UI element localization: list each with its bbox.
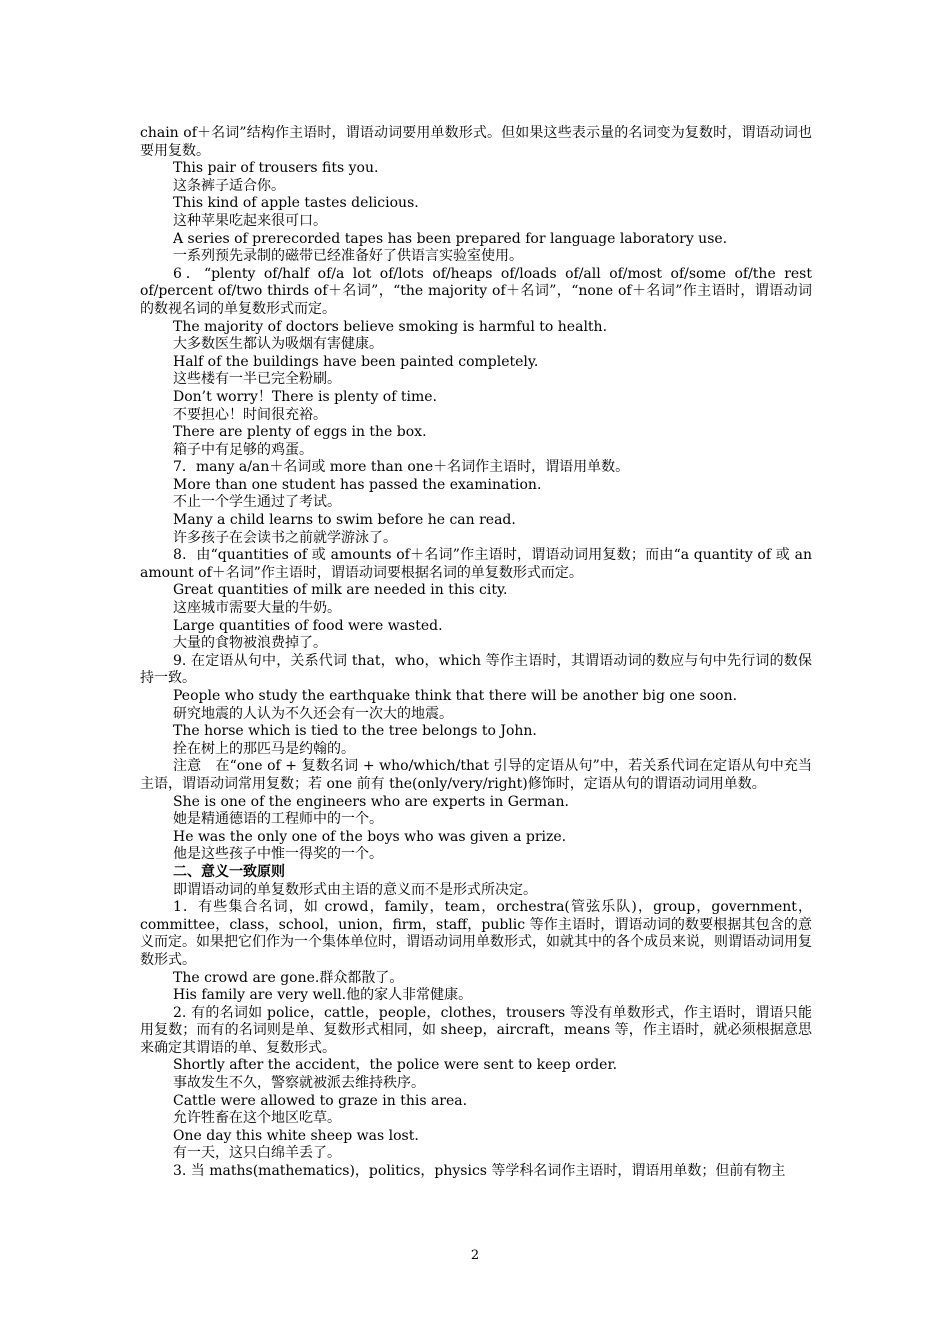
text-line: 6．“plenty of/half of/a lot of/lots of/heaps of/loads of/all of/most of/some of/the rest of/percent of/two thirds of＋名词”，“the majority of＋名词”，“none of＋名词”作主语时，谓语动词的数视名词的单复数形式而定。: [140, 265, 812, 317]
text-line: 不止一个学生通过了考试。: [173, 494, 341, 511]
text-line: 即谓语动词的单复数形式由主语的意义而不是形式所决定。: [173, 881, 537, 898]
text-line: 这条裤子适合你。: [173, 177, 285, 194]
text-line: His family are very well.他的家人非常健康。: [173, 987, 473, 1004]
text-line: A series of prerecorded tapes has been prepared for language laboratory use.: [173, 230, 728, 247]
note-paragraph: 注意 在“one of + 复数名词 + who/which/that 引导的定语从句”中，若关系代词在定语从句中充当主语，谓语动词常用复数；若 one 前有 the(only/very/right)修饰时，定语从句的谓语动词用单数。: [140, 758, 812, 792]
document-body: [140, 125, 812, 1181]
text-line: 研究地震的人认为不久还会有一次大的地震。: [173, 705, 453, 722]
text-line: 1．有些集合名词，如 crowd，family，team，orchestra(管弦乐队)，group，government，committee，class，school，union，firm，staff，public 等作主语时，谓语动词的数要根据其包含的意义而定。如果把它们作为一个集体单位时，谓语动词用单数形式，如就其中的各个成员来说，则谓语动词用复数形式。: [140, 899, 812, 968]
text-line: Large quantities of food were wasted.: [173, 617, 443, 634]
text-line: 事故发生不久，警察就被派去维持秩序。: [173, 1075, 425, 1092]
text-line: 7．many a/an＋名词或 more than one＋名词作主语时，谓语用单数。: [173, 459, 630, 476]
text-line: 2. 有的名词如 police，cattle，people，clothes，trousers 等没有单数形式，作主语时，谓语只能用复数；而有的名词则是单、复数形式相同，如 sheep，aircraft，means 等，作主语时，就必须根据意思来确定其谓语的单、复数形式。: [140, 1004, 812, 1056]
text-line: 8．由“quantities of 或 amounts of＋名词”作主语时，谓语动词用复数；而由“a quantity of 或 an amount of＋名词”作主语时，谓语动词要根据名词的单复数形式而定。: [140, 547, 812, 581]
text-line: 一系列预先录制的磁带已经准备好了供语言实验室使用。: [173, 248, 523, 265]
text-line: One day this white sheep was lost.: [173, 1127, 419, 1144]
text-line: There are plenty of eggs in the box.: [173, 424, 427, 441]
text-line: chain of＋名词”结构作主语时，谓语动词要用单数形式。但如果这些表示量的名词变为复数时，谓语动词也要用复数。: [140, 125, 812, 159]
text-line: 3. 当 maths(mathematics)，politics，physics 等学科名词作主语时，谓语用单数；但前有物主: [173, 1163, 786, 1180]
text-line: Half of the buildings have been painted completely.: [173, 353, 539, 370]
text-line: More than one student has passed the examination.: [173, 476, 542, 493]
text-line: 这些楼有一半已完全粉刷。: [173, 371, 341, 388]
text-line: 大量的食物被浪费掉了。: [173, 635, 327, 652]
section-heading: 二、意义一致原则: [173, 863, 285, 880]
text-line: 拴在树上的那匹马是约翰的。: [173, 740, 355, 757]
text-line: Great quantities of milk are needed in this city.: [173, 582, 508, 599]
text-line: 大多数医生都认为吸烟有害健康。: [173, 336, 383, 353]
text-line: The crowd are gone.群众都散了。: [173, 969, 404, 986]
text-line: He was the only one of the boys who was given a prize.: [173, 828, 567, 845]
text-line: The majority of doctors believe smoking is harmful to health.: [173, 318, 608, 335]
text-line: This kind of apple tastes delicious.: [173, 195, 419, 212]
text-line: This pair of trousers fits you.: [173, 160, 379, 177]
text-line: 这座城市需要大量的牛奶。: [173, 600, 341, 617]
text-line: The horse which is tied to the tree belongs to John.: [173, 723, 537, 740]
text-line: 这种苹果吃起来很可口。: [173, 212, 327, 229]
text-line: People who study the earthquake think that there will be another big one soon.: [173, 688, 738, 704]
text-line: 允许牲畜在这个地区吃草。: [173, 1110, 341, 1127]
text-line: 许多孩子在会读书之前就学游泳了。: [173, 529, 397, 546]
text-line: 箱子中有足够的鸡蛋。: [173, 441, 313, 458]
text-line: She is one of the engineers who are experts in German.: [173, 793, 569, 810]
text-line: Cattle were allowed to graze in this area.: [173, 1092, 468, 1109]
text-line: Many a child learns to swim before he can read.: [173, 512, 516, 529]
text-line: Don’t worry！There is plenty of time.: [173, 388, 437, 405]
text-line: 9. 在定语从句中，关系代词 that，who，which 等作主语时，其谓语动词的数应与句中先行词的数保持一致。: [140, 652, 812, 687]
page-number: 2: [470, 1248, 480, 1263]
text-line: 她是精通德语的工程师中的一个。: [173, 811, 383, 828]
text-line: 有一天，这只白绵羊丢了。: [173, 1145, 341, 1162]
text-line: Shortly after the accident，the police were sent to keep order.: [173, 1057, 618, 1074]
text-line: 不要担心！时间很充裕。: [173, 406, 327, 423]
text-line: 他是这些孩子中惟一得奖的一个。: [173, 846, 383, 863]
